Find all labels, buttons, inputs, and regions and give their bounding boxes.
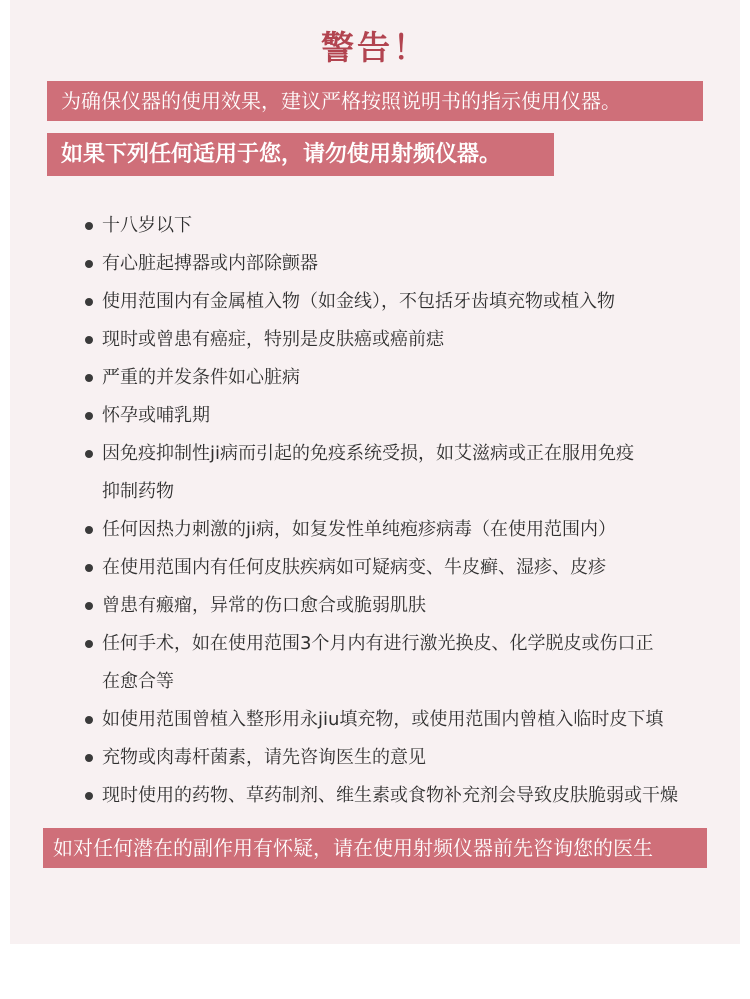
list-item <box>84 245 734 283</box>
bullet-icon <box>85 602 93 610</box>
list-item <box>84 283 734 321</box>
page-title: 警告！ <box>321 28 429 67</box>
list-item <box>84 435 734 511</box>
list-item-text: 任何因热力刺激的ji病，如复发性单纯疱疹病毒（在使用范围内） <box>102 519 616 540</box>
list-item-text: 有心脏起搏器或内部除颤器 <box>102 253 318 274</box>
bullet-icon <box>85 564 93 572</box>
list-item-text: 充物或肉毒杆菌素，请先咨询医生的意见 <box>102 747 426 768</box>
bullet-icon <box>85 526 93 534</box>
list-item <box>84 511 734 549</box>
bullet-icon <box>85 640 93 648</box>
list-item <box>84 321 734 359</box>
bullet-icon <box>85 260 93 268</box>
list-item <box>84 549 734 587</box>
notice-banner-warning: 如果下列任何适用于您，请勿使用射频仪器。 <box>47 133 554 176</box>
list-item <box>84 359 734 397</box>
bullet-icon <box>85 374 93 382</box>
list-item-text: 在愈合等 <box>102 671 174 692</box>
bullet-icon <box>85 336 93 344</box>
list-item-text: 因免疫抑制性ji病而引起的免疫系统受损，如艾滋病或正在服用免疫 <box>102 443 634 464</box>
bullet-icon <box>85 412 93 420</box>
list-item-text: 抑制药物 <box>102 481 174 502</box>
list-item <box>84 701 734 739</box>
bullet-icon <box>85 298 93 306</box>
list-item <box>84 739 734 777</box>
list-item-text: 严重的并发条件如心脏病 <box>102 367 300 388</box>
bullet-icon <box>85 754 93 762</box>
list-item-text: 十八岁以下 <box>102 215 192 236</box>
list-item <box>84 625 734 701</box>
notice-banner-usage: 为确保仪器的使用效果，建议严格按照说明书的指示使用仪器。 <box>47 81 703 121</box>
list-item-text: 任何手术，如在使用范围3个月内有进行激光换皮、化学脱皮或伤口正 <box>102 633 654 654</box>
list-item <box>84 397 734 435</box>
contraindication-list <box>84 207 734 815</box>
list-item-text: 怀孕或哺乳期 <box>102 405 210 426</box>
list-item-text: 如使用范围曾植入整形用永jiu填充物，或使用范围内曾植入临时皮下填 <box>102 709 664 730</box>
list-item-text: 在使用范围内有任何皮肤疾病如可疑病变、牛皮癣、湿疹、皮疹 <box>102 557 606 578</box>
list-item-text: 使用范围内有金属植入物（如金线），不包括牙齿填充物或植入物 <box>102 291 615 312</box>
bullet-icon <box>85 716 93 724</box>
list-item <box>84 587 734 625</box>
bullet-icon <box>85 450 93 458</box>
list-item-text: 曾患有瘢瘤，异常的伤口愈合或脆弱肌肤 <box>102 595 426 616</box>
list-item <box>84 207 734 245</box>
bullet-icon <box>85 792 93 800</box>
list-item <box>84 777 734 815</box>
bullet-icon <box>85 222 93 230</box>
list-item-text: 现时使用的药物、草药制剂、维生素或食物补充剂会导致皮肤脆弱或干燥 <box>102 785 678 806</box>
list-item-text: 现时或曾患有癌症，特别是皮肤癌或癌前痣 <box>102 329 444 350</box>
notice-banner-consult: 如对任何潜在的副作用有怀疑，请在使用射频仪器前先咨询您的医生 <box>43 828 707 868</box>
